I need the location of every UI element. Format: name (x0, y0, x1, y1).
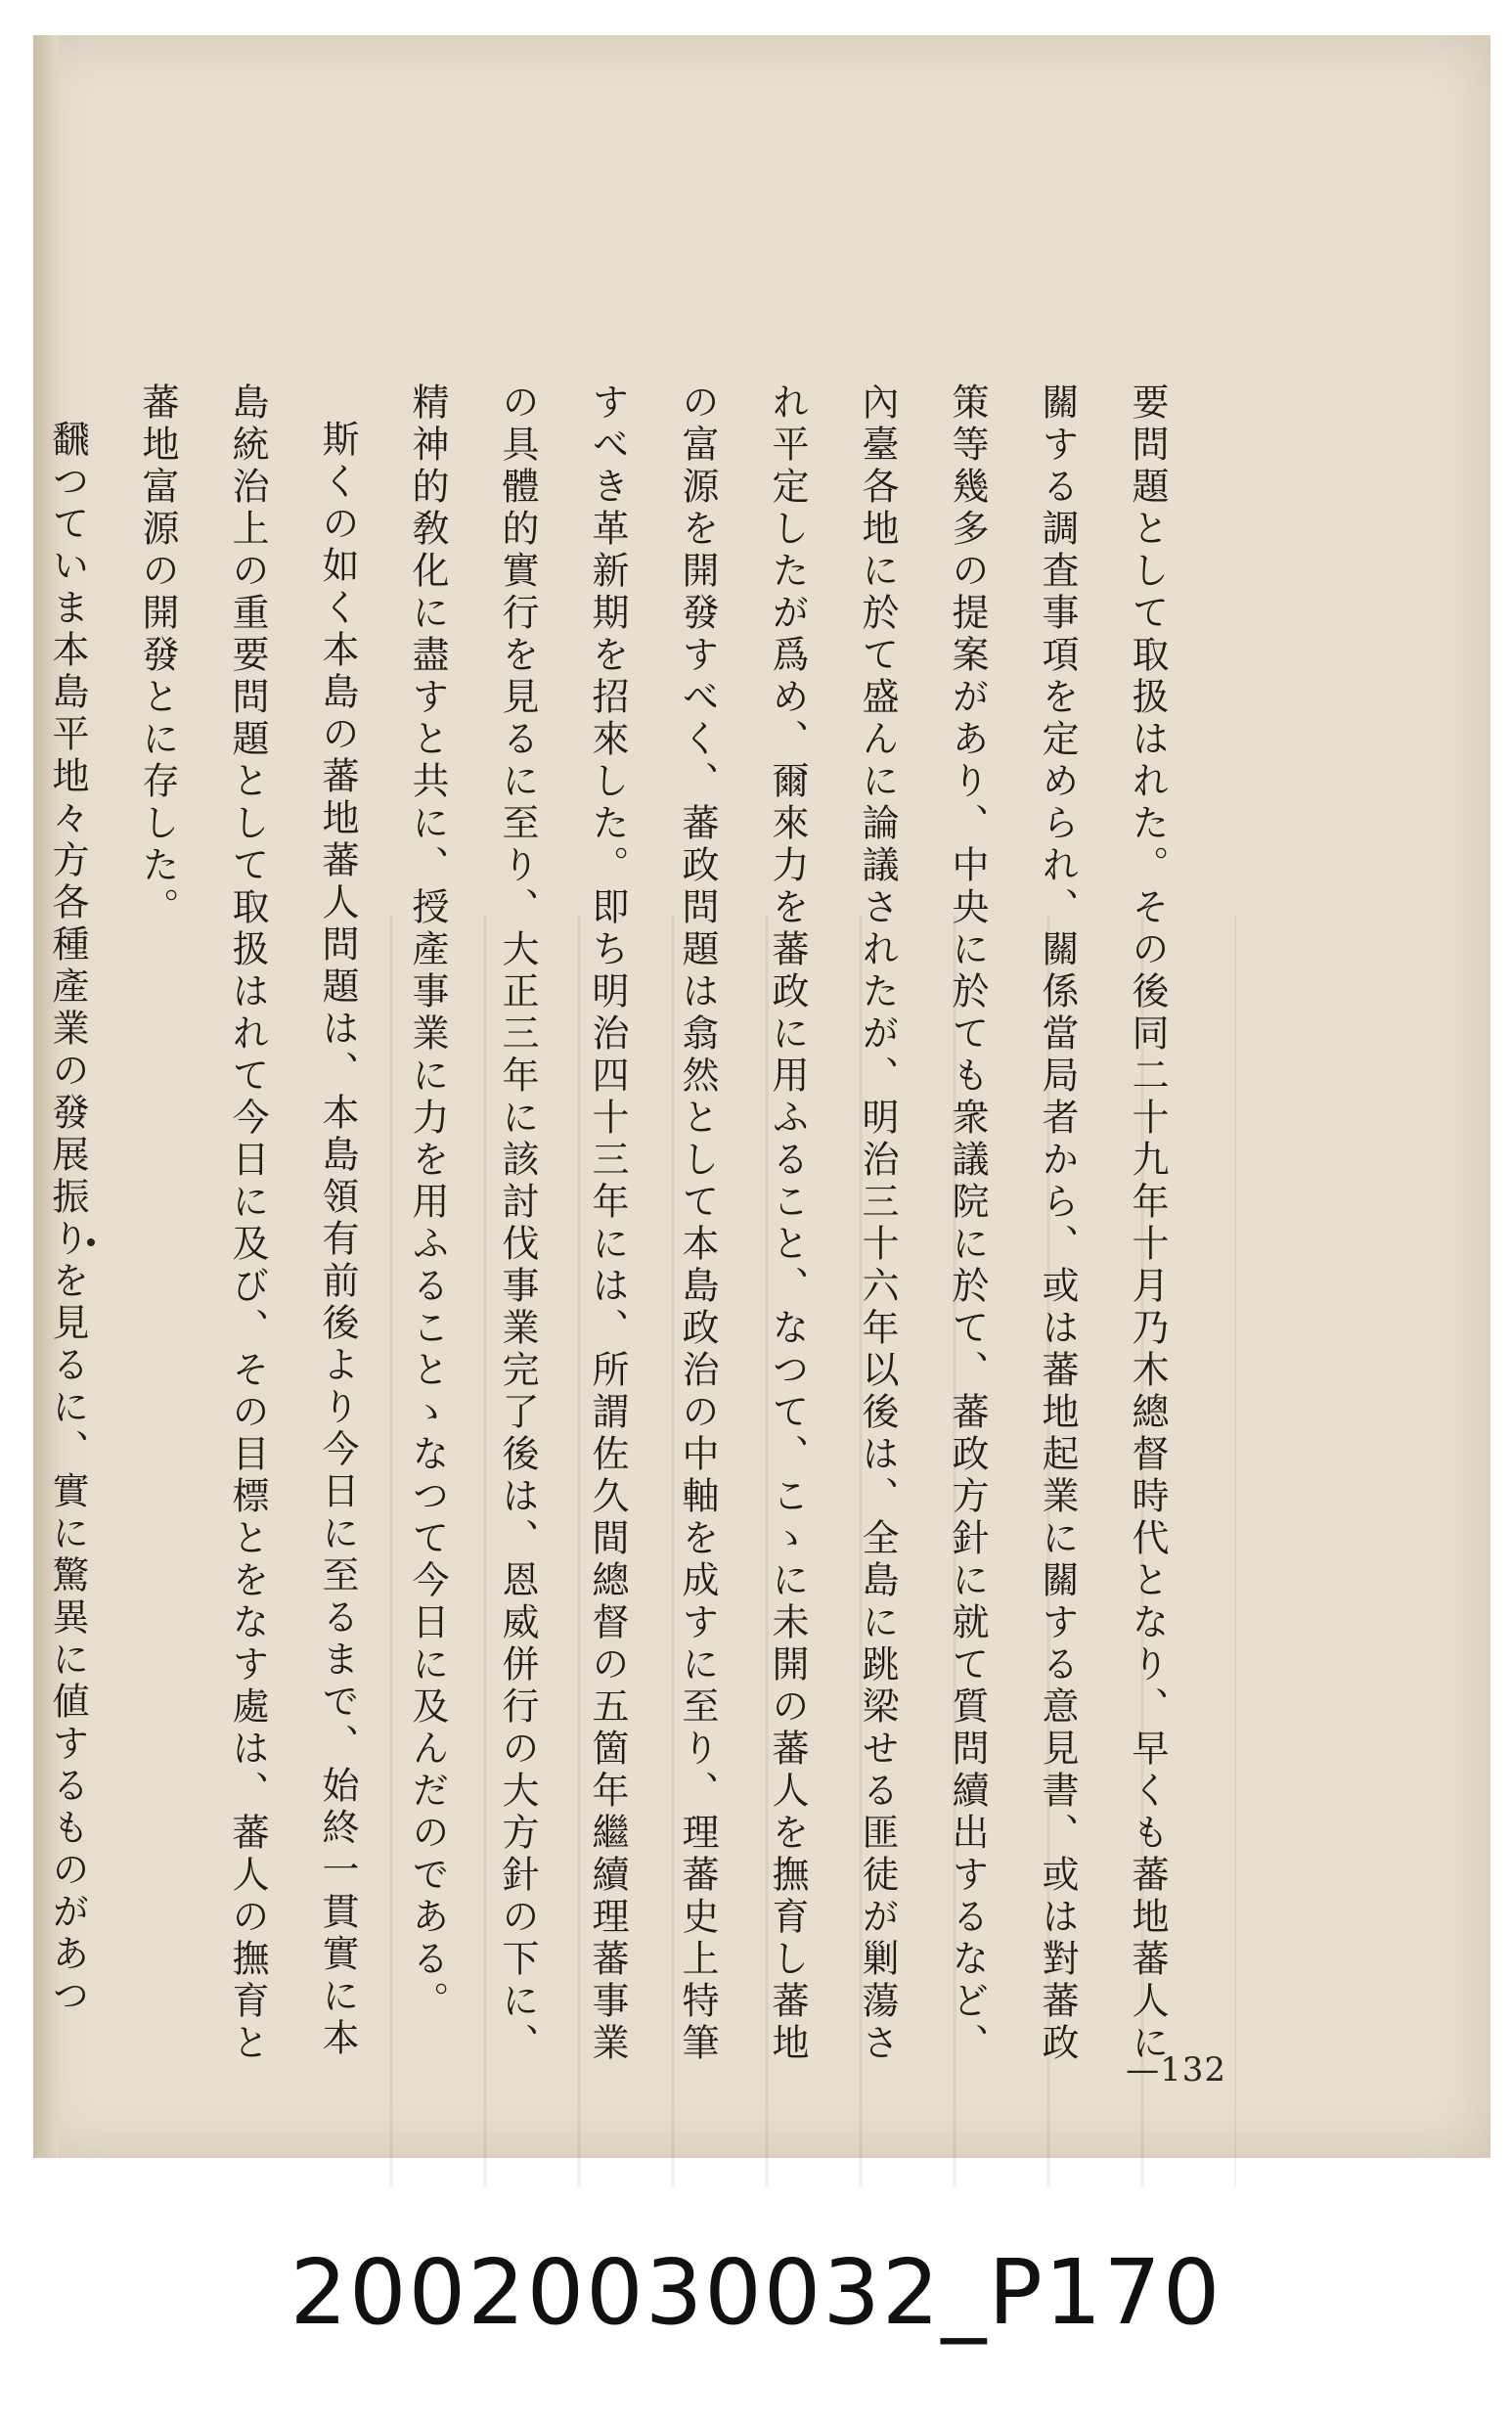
paragraph-2: 斯くの如く本島の蕃地蕃人問題は、本島領有前後より今日に至るまで、始終一貫實に本島統治上の重要問題として取扱はれて今日に及び、その目標とをなす處は、蕃人の撫育と蕃地富源の開發とに存した。 (136, 382, 359, 2065)
page-number: —132 (1126, 2050, 1226, 2089)
paragraph-3: 飜つていま本島平地々方各種產業の發展振りを見るに、實に驚異に値するものがあつ (46, 420, 89, 2018)
vertical-text-block (0, 382, 1192, 2065)
catalog-id-caption: 20020030032_P170 (289, 2240, 1223, 2345)
paragraph-1: 要問題として取扱はれた。その後同二十九年十月乃木總督時代となり、早くも蕃地蕃人に關する調査事項を定められ、關係當局者から、或は蕃地起業に關する意見書、或は對蕃政策等幾多の提案があり、中央に於ても衆議院に於て、蕃政方針に就て質問續出するなど、內臺各地に於て盛んに論議されたが、明治三十六年以後は、全島に跳梁せる匪徒が剿蕩され平定したが爲め、爾來力を蕃政に用ふること、なつて、こゝに未開の蕃人を撫育し蕃地の富源を開發すべく、蕃政問題は翕然として本島政治の中軸を成すに至り、理蕃史上特筆すべき革新期を招來した。即ち明治四十三年には、所謂佐久間總督の五箇年繼續理蕃事業の具體的實行を見るに至り、大正三年に該討伐事業完了後は、恩威併行の大方針の下に、精神的敎化に盡すと共に、授產事業に力を用ふることゝなつて今日に及んだのである。 (406, 382, 1169, 2065)
book-page (33, 35, 1490, 2158)
